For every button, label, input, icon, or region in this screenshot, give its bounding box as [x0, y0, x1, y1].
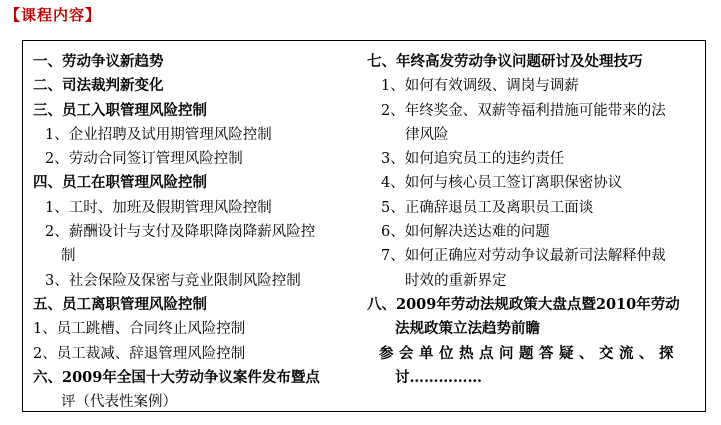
outline-item: 1、员工跳槽、合同终止风险控制 — [33, 321, 246, 338]
outline-item: 1、工时、加班及假期管理风险控制 — [45, 199, 272, 216]
course-content-title: 【课程内容】 — [5, 6, 102, 24]
section-heading: 六、2009年全国十大劳动争议案件发布暨点 — [33, 368, 320, 386]
qa-session-heading-continued: 讨…………… — [395, 368, 482, 386]
outline-item-continued: 制 — [61, 248, 76, 265]
outline-right-column — [367, 50, 697, 390]
outline-item: 3、社会保险及保密与竞业限制风险控制 — [45, 272, 301, 289]
section-heading: 三、员工入职管理风险控制 — [33, 101, 207, 119]
outline-item-continued: 时效的重新界定 — [405, 272, 507, 289]
outline-item: 7、如何正确应对劳动争议最新司法解释仲裁 — [381, 248, 666, 265]
outline-item: 2、薪酬设计与支付及降职降岗降薪风险控 — [45, 224, 316, 241]
section-heading: 二、司法裁判新变化 — [33, 77, 164, 95]
section-heading: 四、员工在职管理风险控制 — [33, 174, 207, 192]
qa-session-heading: 参会单位热点问题答疑、交流、探 — [379, 344, 679, 362]
outline-item: 2、年终奖金、双薪等福利措施可能带来的法 — [381, 102, 666, 119]
outline-item: 4、如何与核心员工签订离职保密协议 — [381, 175, 623, 192]
section-heading-continued: 评（代表性案例） — [61, 394, 177, 411]
outline-item-continued: 律风险 — [405, 126, 449, 143]
course-outline-box — [22, 40, 706, 412]
outline-item: 2、员工裁减、辞退管理风险控制 — [33, 345, 246, 362]
outline-item: 1、如何有效调级、调岗与调薪 — [381, 78, 579, 95]
outline-item: 6、如何解决送达难的问题 — [381, 224, 550, 241]
section-heading-continued: 法规政策立法趋势前瞻 — [395, 320, 540, 338]
outline-item: 5、正确辞退员工及离职员工面谈 — [381, 199, 594, 216]
section-heading: 五、员工离职管理风险控制 — [33, 295, 207, 313]
outline-item: 2、劳动合同签订管理风险控制 — [45, 151, 243, 168]
section-heading: 八、2009年劳动法规政策大盘点暨2010年劳动 — [367, 295, 680, 313]
outline-item: 1、企业招聘及试用期管理风险控制 — [45, 126, 272, 143]
outline-item: 3、如何追究员工的违约责任 — [381, 151, 565, 168]
outline-left-column — [33, 50, 363, 414]
section-heading: 七、年终高发劳动争议问题研讨及处理技巧 — [367, 53, 643, 70]
section-heading: 一、劳动争议新趋势 — [33, 53, 164, 70]
